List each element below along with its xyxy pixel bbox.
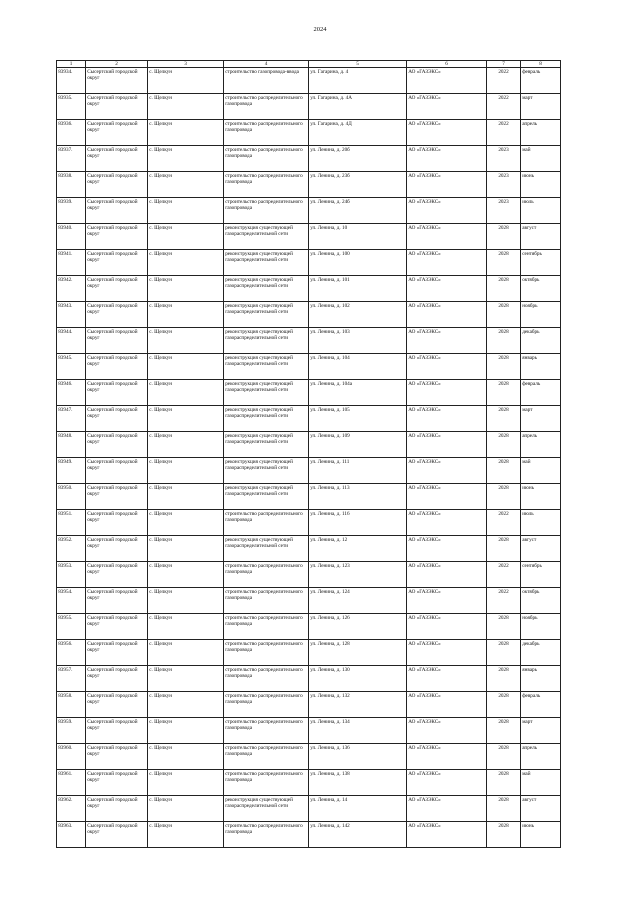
year-cell: 2028 [487, 666, 521, 692]
organization-cell: АО «ГАЗЭКС» [407, 484, 487, 510]
work-type-cell: реконструкция существующей газораспределительной сети [224, 536, 309, 562]
table-row [57, 328, 561, 354]
year-cell: 2022 [487, 68, 521, 94]
address-cell: ул. Гагарина, д. 4 [309, 68, 407, 94]
table-row [57, 94, 561, 120]
address-cell: ул. Ленина, д. 116 [309, 510, 407, 536]
column-header: 1 [57, 61, 86, 68]
row-number: 83948. [57, 432, 86, 458]
year-cell: 2028 [487, 328, 521, 354]
table-row [57, 562, 561, 588]
row-number: 83959. [57, 718, 86, 744]
year-cell: 2022 [487, 94, 521, 120]
locality-cell: с. Щелкун [148, 640, 224, 666]
year-cell: 2022 [487, 562, 521, 588]
district-cell: Сысертский городской округ [86, 224, 148, 250]
locality-cell: с. Щелкун [148, 172, 224, 198]
column-header: 4 [224, 61, 309, 68]
organization-cell: АО «ГАЗЭКС» [407, 146, 487, 172]
year-cell: 2028 [487, 224, 521, 250]
address-cell: ул. Ленина, д. 136 [309, 744, 407, 770]
row-number: 83935. [57, 94, 86, 120]
organization-cell: АО «ГАЗЭКС» [407, 198, 487, 224]
organization-cell: АО «ГАЗЭКС» [407, 588, 487, 614]
district-cell: Сысертский городской округ [86, 796, 148, 822]
month-cell: март [521, 718, 561, 744]
organization-cell: АО «ГАЗЭКС» [407, 692, 487, 718]
month-cell: декабрь [521, 640, 561, 666]
locality-cell: с. Щелкун [148, 120, 224, 146]
year-cell: 2028 [487, 354, 521, 380]
month-cell: март [521, 94, 561, 120]
locality-cell: с. Щелкун [148, 692, 224, 718]
work-type-cell: строительство распределительного газопровода [224, 614, 309, 640]
year-cell: 2028 [487, 614, 521, 640]
organization-cell: АО «ГАЗЭКС» [407, 822, 487, 848]
work-type-cell: реконструкция существующей газораспределительной сети [224, 406, 309, 432]
column-header: 6 [407, 61, 487, 68]
year-cell: 2028 [487, 406, 521, 432]
row-number: 83940. [57, 224, 86, 250]
organization-cell: АО «ГАЗЭКС» [407, 94, 487, 120]
district-cell: Сысертский городской округ [86, 302, 148, 328]
column-header: 3 [148, 61, 224, 68]
address-cell: ул. Ленина, д. 103 [309, 328, 407, 354]
table-row [57, 536, 561, 562]
organization-cell: АО «ГАЗЭКС» [407, 120, 487, 146]
table-row [57, 640, 561, 666]
district-cell: Сысертский городской округ [86, 510, 148, 536]
row-number: 83960. [57, 744, 86, 770]
locality-cell: с. Щелкун [148, 68, 224, 94]
month-cell: февраль [521, 692, 561, 718]
year-cell: 2028 [487, 692, 521, 718]
table-row [57, 744, 561, 770]
row-number: 83947. [57, 406, 86, 432]
work-type-cell: реконструкция существующей газораспределительной сети [224, 224, 309, 250]
table-row [57, 146, 561, 172]
locality-cell: с. Щелкун [148, 432, 224, 458]
organization-cell: АО «ГАЗЭКС» [407, 562, 487, 588]
organization-cell: АО «ГАЗЭКС» [407, 354, 487, 380]
column-header: 7 [487, 61, 521, 68]
year-cell: 2028 [487, 250, 521, 276]
organization-cell: АО «ГАЗЭКС» [407, 68, 487, 94]
year-cell: 2022 [487, 510, 521, 536]
month-cell: октябрь [521, 588, 561, 614]
district-cell: Сысертский городской округ [86, 822, 148, 848]
address-cell: ул. Ленина, д. 104а [309, 380, 407, 406]
table-row [57, 432, 561, 458]
organization-cell: АО «ГАЗЭКС» [407, 770, 487, 796]
work-type-cell: реконструкция существующей газораспределительной сети [224, 276, 309, 302]
district-cell: Сысертский городской округ [86, 770, 148, 796]
locality-cell: с. Щелкун [148, 770, 224, 796]
district-cell: Сысертский городской округ [86, 406, 148, 432]
table-row [57, 614, 561, 640]
table-body [57, 68, 561, 848]
locality-cell: с. Щелкун [148, 458, 224, 484]
address-cell: ул. Гагарина, д. 4А [309, 94, 407, 120]
address-cell: ул. Ленина, д. 132 [309, 692, 407, 718]
locality-cell: с. Щелкун [148, 484, 224, 510]
table-row [57, 796, 561, 822]
row-number: 83939. [57, 198, 86, 224]
row-number: 83957. [57, 666, 86, 692]
row-number: 83945. [57, 354, 86, 380]
organization-cell: АО «ГАЗЭКС» [407, 458, 487, 484]
locality-cell: с. Щелкун [148, 510, 224, 536]
locality-cell: с. Щелкун [148, 796, 224, 822]
address-cell: ул. Ленина, д. 138 [309, 770, 407, 796]
work-type-cell: реконструкция существующей газораспределительной сети [224, 380, 309, 406]
work-type-cell: строительство распределительного газопровода [224, 172, 309, 198]
work-type-cell: строительство распределительного газопровода [224, 94, 309, 120]
row-number: 83949. [57, 458, 86, 484]
month-cell: апрель [521, 432, 561, 458]
table-row [57, 770, 561, 796]
work-type-cell: строительство распределительного газопровода [224, 510, 309, 536]
locality-cell: с. Щелкун [148, 562, 224, 588]
month-cell: февраль [521, 68, 561, 94]
address-cell: ул. Ленина, д. 134 [309, 718, 407, 744]
table-row [57, 666, 561, 692]
address-cell: ул. Ленина, д. 142 [309, 822, 407, 848]
organization-cell: АО «ГАЗЭКС» [407, 510, 487, 536]
column-header: 5 [309, 61, 407, 68]
work-type-cell: строительство газопровода-ввода [224, 68, 309, 94]
year-cell: 2022 [487, 120, 521, 146]
organization-cell: АО «ГАЗЭКС» [407, 718, 487, 744]
organization-cell: АО «ГАЗЭКС» [407, 744, 487, 770]
month-cell: август [521, 796, 561, 822]
organization-cell: АО «ГАЗЭКС» [407, 276, 487, 302]
organization-cell: АО «ГАЗЭКС» [407, 380, 487, 406]
table-row [57, 68, 561, 94]
organization-cell: АО «ГАЗЭКС» [407, 796, 487, 822]
district-cell: Сысертский городской округ [86, 380, 148, 406]
organization-cell: АО «ГАЗЭКС» [407, 432, 487, 458]
year-cell: 2028 [487, 744, 521, 770]
column-header: 2 [86, 61, 148, 68]
month-cell: апрель [521, 120, 561, 146]
work-type-cell: строительство распределительного газопровода [224, 640, 309, 666]
month-cell: февраль [521, 380, 561, 406]
row-number: 83942. [57, 276, 86, 302]
row-number: 83956. [57, 640, 86, 666]
address-cell: ул. Ленина, д. 24б [309, 198, 407, 224]
organization-cell: АО «ГАЗЭКС» [407, 640, 487, 666]
district-cell: Сысертский городской округ [86, 536, 148, 562]
month-cell: май [521, 770, 561, 796]
locality-cell: с. Щелкун [148, 666, 224, 692]
district-cell: Сысертский городской округ [86, 198, 148, 224]
district-cell: Сысертский городской округ [86, 328, 148, 354]
organization-cell: АО «ГАЗЭКС» [407, 250, 487, 276]
month-cell: апрель [521, 744, 561, 770]
year-cell: 2028 [487, 796, 521, 822]
month-cell: ноябрь [521, 302, 561, 328]
work-type-cell: реконструкция существующей газораспределительной сети [224, 796, 309, 822]
table-row [57, 380, 561, 406]
locality-cell: с. Щелкун [148, 744, 224, 770]
table-row [57, 692, 561, 718]
work-type-cell: реконструкция существующей газораспределительной сети [224, 328, 309, 354]
work-type-cell: строительство распределительного газопровода [224, 198, 309, 224]
work-type-cell: строительство распределительного газопровода [224, 588, 309, 614]
row-number: 83963. [57, 822, 86, 848]
locality-cell: с. Щелкун [148, 380, 224, 406]
district-cell: Сысертский городской округ [86, 68, 148, 94]
work-type-cell: строительство распределительного газопровода [224, 822, 309, 848]
year-cell: 2023 [487, 146, 521, 172]
work-type-cell: реконструкция существующей газораспределительной сети [224, 250, 309, 276]
month-cell: ноябрь [521, 614, 561, 640]
work-type-cell: реконструкция существующей газораспределительной сети [224, 484, 309, 510]
district-cell: Сысертский городской округ [86, 276, 148, 302]
month-cell: январь [521, 666, 561, 692]
table-row [57, 276, 561, 302]
work-type-cell: реконструкция существующей газораспределительной сети [224, 354, 309, 380]
month-cell: октябрь [521, 276, 561, 302]
work-type-cell: реконструкция существующей газораспределительной сети [224, 432, 309, 458]
locality-cell: с. Щелкун [148, 354, 224, 380]
table-row [57, 172, 561, 198]
locality-cell: с. Щелкун [148, 302, 224, 328]
address-cell: ул. Ленина, д. 130 [309, 666, 407, 692]
district-cell: Сысертский городской округ [86, 354, 148, 380]
address-cell: ул. Ленина, д. 10 [309, 224, 407, 250]
district-cell: Сысертский городской округ [86, 172, 148, 198]
address-cell: ул. Ленина, д. 123 [309, 562, 407, 588]
organization-cell: АО «ГАЗЭКС» [407, 666, 487, 692]
organization-cell: АО «ГАЗЭКС» [407, 536, 487, 562]
year-cell: 2028 [487, 640, 521, 666]
organization-cell: АО «ГАЗЭКС» [407, 172, 487, 198]
work-type-cell: реконструкция существующей газораспределительной сети [224, 302, 309, 328]
organization-cell: АО «ГАЗЭКС» [407, 302, 487, 328]
address-cell: ул. Ленина, д. 12 [309, 536, 407, 562]
district-cell: Сысертский городской округ [86, 484, 148, 510]
month-cell: июнь [521, 822, 561, 848]
address-cell: ул. Ленина, д. 14 [309, 796, 407, 822]
row-number: 83954. [57, 588, 86, 614]
address-cell: ул. Ленина, д. 102 [309, 302, 407, 328]
locality-cell: с. Щелкун [148, 406, 224, 432]
district-cell: Сысертский городской округ [86, 588, 148, 614]
work-type-cell: строительство распределительного газопровода [224, 666, 309, 692]
year-cell: 2028 [487, 276, 521, 302]
address-cell: ул. Ленина, д. 105 [309, 406, 407, 432]
locality-cell: с. Щелкун [148, 718, 224, 744]
locality-cell: с. Щелкун [148, 94, 224, 120]
row-number: 83944. [57, 328, 86, 354]
address-cell: ул. Ленина, д. 109 [309, 432, 407, 458]
row-number: 83941. [57, 250, 86, 276]
month-cell: май [521, 458, 561, 484]
table-row [57, 822, 561, 848]
locality-cell: с. Щелкун [148, 224, 224, 250]
table-row [57, 588, 561, 614]
district-cell: Сысертский городской округ [86, 432, 148, 458]
district-cell: Сысертский городской округ [86, 120, 148, 146]
locality-cell: с. Щелкун [148, 536, 224, 562]
month-cell: сентябрь [521, 562, 561, 588]
address-cell: ул. Ленина, д. 111 [309, 458, 407, 484]
row-number: 83950. [57, 484, 86, 510]
month-cell: март [521, 406, 561, 432]
row-number: 83952. [57, 536, 86, 562]
address-cell: ул. Ленина, д. 113 [309, 484, 407, 510]
work-type-cell: строительство распределительного газопровода [224, 718, 309, 744]
district-cell: Сысертский городской округ [86, 666, 148, 692]
year-cell: 2028 [487, 822, 521, 848]
month-cell: июнь [521, 484, 561, 510]
row-number: 83937. [57, 146, 86, 172]
year-cell: 2022 [487, 588, 521, 614]
year-cell: 2028 [487, 458, 521, 484]
row-number: 83943. [57, 302, 86, 328]
organization-cell: АО «ГАЗЭКС» [407, 224, 487, 250]
table-row [57, 718, 561, 744]
address-cell: ул. Гагарина, д. 4Д [309, 120, 407, 146]
work-type-cell: строительство распределительного газопровода [224, 146, 309, 172]
year-cell: 2028 [487, 770, 521, 796]
year-cell: 2023 [487, 198, 521, 224]
month-cell: июль [521, 198, 561, 224]
address-cell: ул. Ленина, д. 23б [309, 172, 407, 198]
month-cell: август [521, 224, 561, 250]
year-cell: 2028 [487, 484, 521, 510]
table-row [57, 354, 561, 380]
registry-table [56, 60, 561, 848]
table-row [57, 484, 561, 510]
header-row [57, 61, 561, 68]
locality-cell: с. Щелкун [148, 588, 224, 614]
address-cell: ул. Ленина, д. 101 [309, 276, 407, 302]
address-cell: ул. Ленина, д. 124 [309, 588, 407, 614]
work-type-cell: строительство распределительного газопровода [224, 692, 309, 718]
year-cell: 2023 [487, 172, 521, 198]
row-number: 83938. [57, 172, 86, 198]
year-cell: 2028 [487, 536, 521, 562]
table-row [57, 250, 561, 276]
row-number: 83951. [57, 510, 86, 536]
work-type-cell: строительство распределительного газопровода [224, 562, 309, 588]
locality-cell: с. Щелкун [148, 250, 224, 276]
row-number: 83936. [57, 120, 86, 146]
organization-cell: АО «ГАЗЭКС» [407, 406, 487, 432]
work-type-cell: строительство распределительного газопровода [224, 744, 309, 770]
table-row [57, 224, 561, 250]
month-cell: май [521, 146, 561, 172]
address-cell: ул. Ленина, д. 126 [309, 614, 407, 640]
work-type-cell: реконструкция существующей газораспределительной сети [224, 458, 309, 484]
address-cell: ул. Ленина, д. 104 [309, 354, 407, 380]
row-number: 83953. [57, 562, 86, 588]
table-row [57, 510, 561, 536]
address-cell: ул. Ленина, д. 100 [309, 250, 407, 276]
month-cell: июль [521, 510, 561, 536]
work-type-cell: строительство распределительного газопровода [224, 120, 309, 146]
table-row [57, 458, 561, 484]
row-number: 83946. [57, 380, 86, 406]
organization-cell: АО «ГАЗЭКС» [407, 614, 487, 640]
month-cell: июнь [521, 172, 561, 198]
address-cell: ул. Ленина, д. 128 [309, 640, 407, 666]
district-cell: Сысертский городской округ [86, 94, 148, 120]
month-cell: август [521, 536, 561, 562]
month-cell: декабрь [521, 328, 561, 354]
locality-cell: с. Щелкун [148, 146, 224, 172]
row-number: 83958. [57, 692, 86, 718]
year-cell: 2028 [487, 432, 521, 458]
row-number: 83934. [57, 68, 86, 94]
locality-cell: с. Щелкун [148, 198, 224, 224]
row-number: 83962. [57, 796, 86, 822]
page-number: 2024 [313, 26, 327, 33]
district-cell: Сысертский городской округ [86, 562, 148, 588]
table-row [57, 302, 561, 328]
locality-cell: с. Щелкун [148, 614, 224, 640]
locality-cell: с. Щелкун [148, 276, 224, 302]
table-row [57, 198, 561, 224]
district-cell: Сысертский городской округ [86, 718, 148, 744]
month-cell: сентябрь [521, 250, 561, 276]
locality-cell: с. Щелкун [148, 328, 224, 354]
locality-cell: с. Щелкун [148, 822, 224, 848]
row-number: 83955. [57, 614, 86, 640]
row-number: 83961. [57, 770, 86, 796]
table-row [57, 406, 561, 432]
district-cell: Сысертский городской округ [86, 458, 148, 484]
work-type-cell: строительство распределительного газопровода [224, 770, 309, 796]
organization-cell: АО «ГАЗЭКС» [407, 328, 487, 354]
year-cell: 2028 [487, 718, 521, 744]
year-cell: 2028 [487, 380, 521, 406]
address-cell: ул. Ленина, д. 20б [309, 146, 407, 172]
column-header: 8 [521, 61, 561, 68]
district-cell: Сысертский городской округ [86, 692, 148, 718]
month-cell: январь [521, 354, 561, 380]
district-cell: Сысертский городской округ [86, 614, 148, 640]
table-row [57, 120, 561, 146]
district-cell: Сысертский городской округ [86, 640, 148, 666]
district-cell: Сысертский городской округ [86, 744, 148, 770]
district-cell: Сысертский городской округ [86, 146, 148, 172]
year-cell: 2028 [487, 302, 521, 328]
district-cell: Сысертский городской округ [86, 250, 148, 276]
